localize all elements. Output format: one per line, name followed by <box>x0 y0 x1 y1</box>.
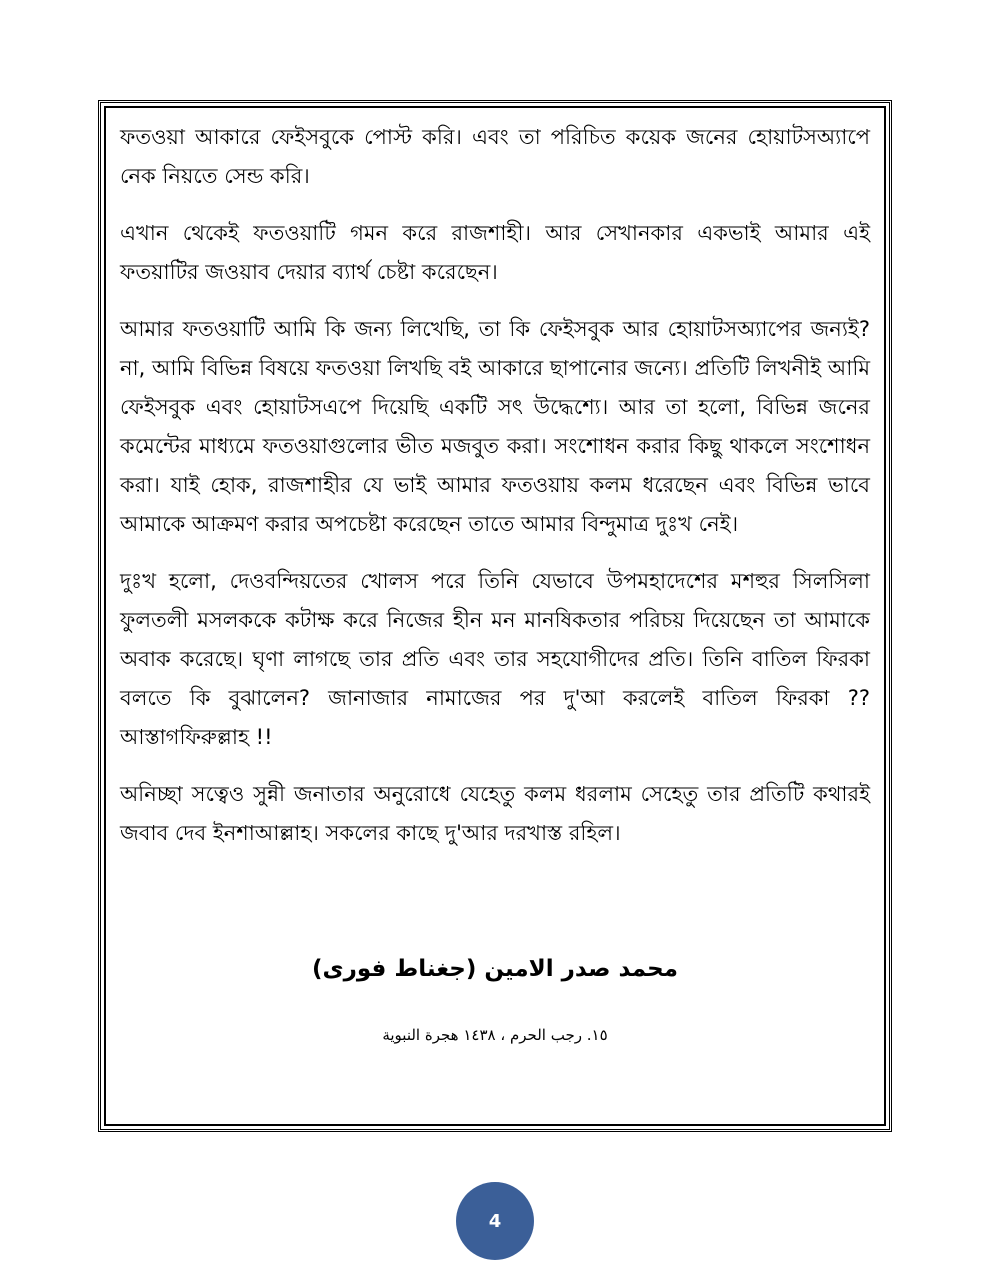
page-border-inner <box>104 106 886 1126</box>
page-number: 4 <box>488 1210 502 1232</box>
page-border-frame <box>98 100 892 1132</box>
paragraph-5: অনিচ্ছা সত্বেও সুন্নী জনাতার অনুরোধে যেহেতু কলম ধরলাম সেহেতু তার প্রতিটি কথারই জবাব দেব ইনশাআল্লাহ। সকলের কাছে দু'আর দরখাস্ত রহিল। <box>120 782 870 845</box>
paragraph-2: এখান থেকেই ফতওয়াটি গমন করে রাজশাহী। আর সেখানকার একভাই আমার এই ফতয়াটির জওয়াব দেয়ার ব্যার্থ চেষ্টা করেছেন। <box>120 221 870 284</box>
author-signature: محمد صدر الامين (جغناط فورى) <box>312 956 678 982</box>
page-number-badge <box>456 1182 534 1260</box>
paragraph-1: ফতওয়া আকারে ফেইসবুকে পোস্ট করি। এবং তা পরিচিত কয়েক জনের হোয়াটসঅ্যাপে নেক নিয়তে সেন্ড করি। <box>120 125 870 188</box>
date-line: ١٥. رجب الحرم ، ١٤٣٨ هجرة النبوية <box>382 1026 608 1044</box>
paragraph-4: দুঃখ হলো, দেওবন্দিয়তের খোলস পরে তিনি যেভাবে উপমহাদেশের মশহুর সিলসিলা ফুলতলী মসলককে কটাক্ষ করে নিজের হীন মন মানষিকতার পরিচয় দিয়েছেন তা আমাকে অবাক করেছে। ঘৃণা লাগছে তার প্রতি এবং তার সহযোগীদের প্রতি। তিনি বাতিল ফিরকা বলতে কি বুঝালেন? জানাজার নামাজের পর দু'আ করলেই বাতিল ফিরকা ?? আস্তাগফিরুল্লাহ !! <box>120 569 870 749</box>
paragraph-3: আমার ফতওয়াটি আমি কি জন্য লিখেছি, তা কি ফেইসবুক আর হোয়াটসঅ্যাপের জন্যই? না, আমি বিভিন্ন বিষয়ে ফতওয়া লিখছি বই আকারে ছাপানোর জন্যে। প্রতিটি লিখনীই আমি ফেইসবুক এবং হোয়াটসএপে দিয়েছি একটি সৎ উদ্ধেশ্যে। আর তা হলো, বিভিন্ন জনের কমেন্টের মাধ্যমে ফতওয়াগুলোর ভীত মজবুত করা। সংশোধন করার কিছু থাকলে সংশোধন করা। যাই হোক, রাজশাহীর যে ভাই আমার ফতওয়ায় কলম ধরেছেন এবং বিভিন্ন ভাবে আমাকে আক্রমণ করার অপচেষ্টা করেছেন তাতে আমার বিন্দুমাত্র দুঃখ নেই। <box>120 317 870 536</box>
body-text <box>120 118 870 871</box>
